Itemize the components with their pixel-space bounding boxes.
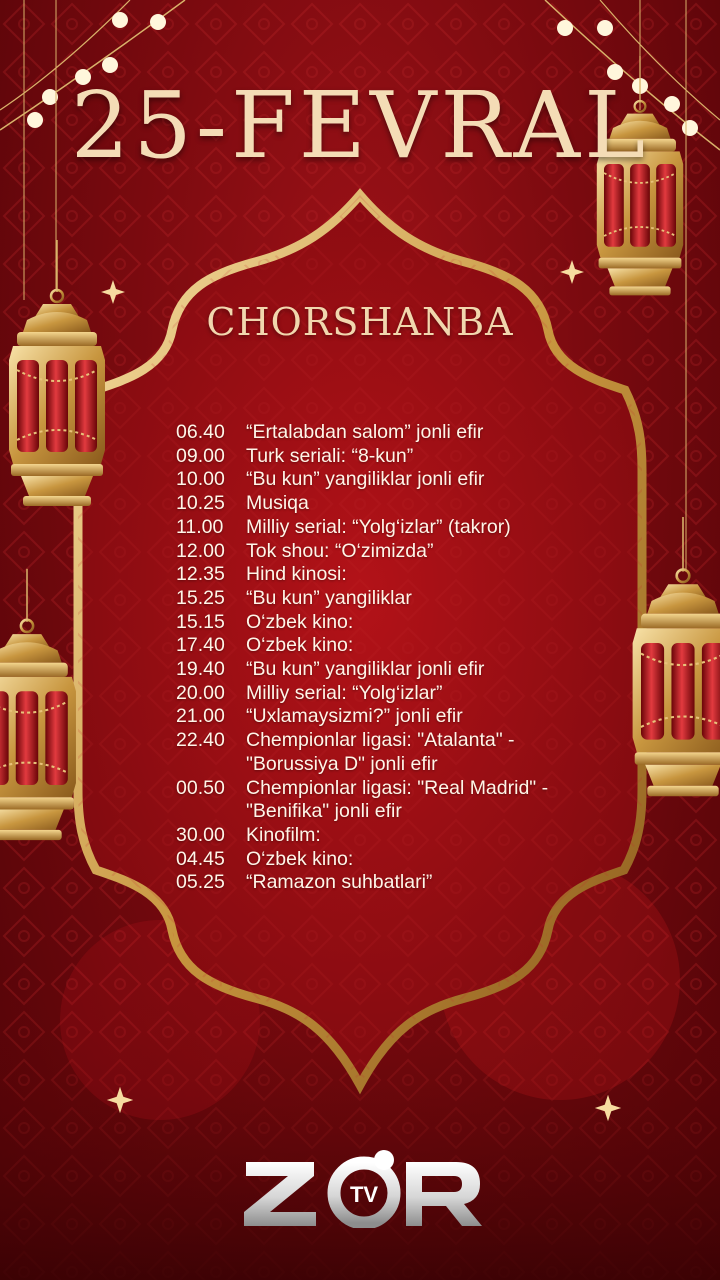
schedule-row — [176, 848, 596, 872]
schedule-row — [176, 445, 596, 469]
schedule-program: “Bu kun” yangiliklar jonli efir — [246, 468, 485, 491]
schedule-time: 10.00 — [176, 468, 225, 491]
schedule-row — [176, 871, 596, 895]
schedule-program: Hind kinosi: — [246, 563, 347, 586]
schedule-program: O‘zbek kino: — [246, 610, 354, 633]
schedule-time: 04.45 — [176, 847, 225, 870]
schedule-program: “Uxlamaysizmi?” jonli efir — [246, 705, 463, 728]
schedule-time: 11.00 — [176, 515, 224, 538]
schedule-time: 00.50 — [176, 776, 225, 799]
schedule-time: 05.25 — [176, 871, 225, 894]
schedule-time: 09.00 — [176, 444, 225, 467]
schedule-program: “Ertalabdan salom” jonli efir — [246, 421, 484, 443]
schedule-row — [176, 682, 596, 706]
schedule-row — [176, 587, 596, 611]
schedule-program: “Ramazon suhbatlari” — [246, 871, 433, 894]
schedule-program: Turk seriali: “8-kun” — [246, 444, 414, 467]
schedule-time: 12.00 — [176, 539, 225, 562]
schedule-time: 19.40 — [176, 658, 225, 681]
schedule-time: 22.40 — [176, 729, 225, 752]
schedule-list — [176, 421, 596, 895]
schedule-program: Kinofilm: — [246, 823, 321, 846]
channel-logo — [244, 1150, 482, 1228]
schedule-row — [176, 421, 596, 445]
schedule-program: Musiqa — [246, 492, 309, 515]
schedule-row — [176, 563, 596, 587]
schedule-time: 20.00 — [176, 681, 225, 704]
schedule-time: 06.40 — [176, 421, 225, 443]
schedule-program: O‘zbek kino: — [246, 634, 354, 657]
schedule-program: Chempionlar ligasi: "Atalanta" - "Borussiya D" jonli efir — [246, 729, 515, 775]
schedule-time: 12.35 — [176, 563, 225, 586]
schedule-row — [176, 705, 596, 729]
schedule-time: 21.00 — [176, 705, 225, 728]
schedule-row — [176, 468, 596, 492]
schedule-row — [176, 658, 596, 682]
logo-badge: TV — [349, 1182, 379, 1207]
weekday-title: CHORSHANBA — [206, 300, 514, 344]
schedule-program: Milliy serial: “Yolg‘izlar” (takror) — [246, 515, 511, 538]
schedule-row — [176, 777, 596, 824]
schedule-row — [176, 611, 596, 635]
schedule-row — [176, 634, 596, 658]
schedule-time: 17.40 — [176, 634, 225, 657]
schedule-time: 15.25 — [176, 586, 225, 609]
schedule-row — [176, 824, 596, 848]
schedule-program: O‘zbek kino: — [246, 847, 354, 870]
schedule-program: Milliy serial: “Yolg‘izlar” — [246, 681, 443, 704]
schedule-time: 15.15 — [176, 610, 225, 633]
schedule-time: 10.25 — [176, 492, 225, 515]
schedule-program: Chempionlar ligasi: "Real Madrid" - "Benifika" jonli efir — [246, 776, 549, 823]
schedule-row — [176, 492, 596, 516]
schedule-program: “Bu kun” yangiliklar — [246, 586, 412, 609]
schedule-program: Tok shou: “O‘zimizda” — [246, 539, 434, 562]
schedule-row — [176, 729, 596, 776]
schedule-row — [176, 516, 596, 540]
date-title: 25-FEVRAL — [70, 72, 650, 179]
schedule-row — [176, 540, 596, 564]
schedule-program: “Bu kun” yangiliklar jonli efir — [246, 658, 485, 681]
schedule-time: 30.00 — [176, 823, 225, 846]
